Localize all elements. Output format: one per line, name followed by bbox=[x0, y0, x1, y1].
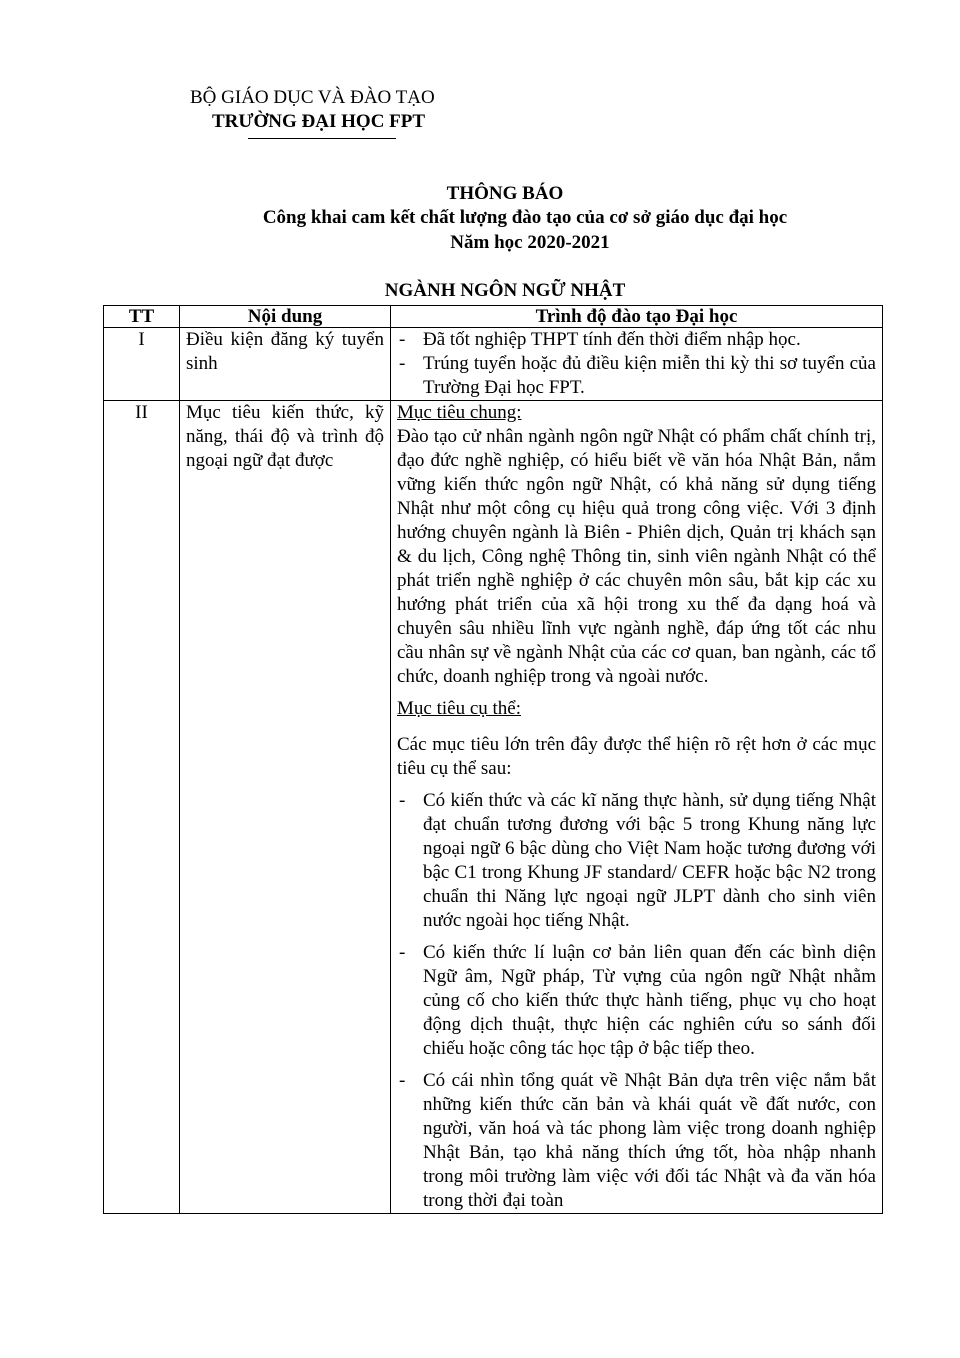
notice-title: THÔNG BÁO bbox=[446, 183, 564, 204]
list-item: - Đã tốt nghiệp THPT tính đến thời điểm nhập học. bbox=[397, 328, 876, 352]
list-item: - Có kiến thức và các kĩ năng thực hành, sử dụng tiếng Nhật đạt chuẩn tương đương với bậc 5 trong Khung năng lực ngoại ngữ 6 bậc dùng cho Việt Nam hoặc tương đương với bậc C1 trong Khung JF standard/ CEFR hoặc bậc N2 trong chuẩn thi Năng lực ngoại ngữ JLPT dành cho sinh viên nước ngoài học tiếng Nhật. bbox=[397, 789, 876, 933]
row-content: Điều kiện đăng ký tuyển sinh bbox=[180, 328, 391, 401]
header-content: Nội dung bbox=[180, 306, 391, 328]
notice-subtitle: Công khai cam kết chất lượng đào tạo của cơ sở giáo dục đại học bbox=[262, 207, 788, 228]
table-row bbox=[104, 328, 883, 401]
quality-commitment-table bbox=[103, 305, 883, 1214]
header-tt: TT bbox=[104, 306, 180, 328]
specific-goal-heading: Mục tiêu cụ thể: bbox=[397, 698, 521, 719]
major-title: NGÀNH NGÔN NGỮ NHẬT bbox=[384, 280, 626, 301]
list-item: - Có kiến thức lí luận cơ bản liên quan đến các bình diện Ngữ âm, Ngữ pháp, Từ vựng của ngôn ngữ Nhật nhằm củng cố cho kiến thức thực hành tiếng, phục vụ cho hoạt động dịch thuật, thực hiện các nghiên cứu so sánh đối chiếu hoặc công tác học tập ở bậc tiếp theo. bbox=[397, 941, 876, 1061]
table-header-row bbox=[104, 306, 883, 328]
row-content: Mục tiêu kiến thức, kỹ năng, thái độ và trình độ ngoại ngữ đạt được bbox=[180, 401, 391, 1214]
general-goal-heading: Mục tiêu chung: bbox=[397, 402, 522, 423]
list-item: - Có cái nhìn tổng quát về Nhật Bản dựa trên việc nắm bắt những kiến thức căn bản và khái quát về đất nước, con người, văn hoá và tác phong làm việc trong doanh nghiệp Nhật Bản, tạo khả năng thích ứng tốt, hòa nhập nhanh trong môi trường làm việc với đối tác Nhật và đa văn hóa trong thời đại toàn bbox=[397, 1069, 876, 1213]
header-level: Trình độ đào tạo Đại học bbox=[391, 306, 883, 328]
row-number: II bbox=[104, 401, 180, 1214]
list-item: - Trúng tuyển hoặc đủ điều kiện miễn thi kỳ thi sơ tuyển của Trường Đại học FPT. bbox=[397, 352, 876, 400]
row-details bbox=[391, 401, 883, 1214]
header-underline bbox=[248, 138, 396, 139]
table-row bbox=[104, 401, 883, 1214]
row-number: I bbox=[104, 328, 180, 401]
general-goal-text: Đào tạo cử nhân ngành ngôn ngữ Nhật có phẩm chất chính trị, đạo đức nghề nghiệp, có hiểu biết về văn hóa Nhật Bản, nắm vững kiến thức ngôn ngữ Nhật, có khả năng sử dụng tiếng Nhật như một công cụ hiệu quả trong công việc. Với 3 định hướng chuyên ngành là Biên - Phiên dịch, Quản trị khách sạn & du lịch, Công nghệ Thông tin, sinh viên ngành Nhật có thể phát triển nghề nghiệp ở các chuyên môn sâu, bắt kịp các xu hướng phát triển của xã hội trong xu thế đa dạng hoá và chuyên sâu nhiều lĩnh vực ngành nghề, đáp ứng tốt các nhu cầu nhân sự về ngành Nhật của các cơ quan, ban ngành, các tổ chức, doanh nghiệp trong và ngoài nước. bbox=[397, 426, 876, 687]
school-name: TRƯỜNG ĐẠI HỌC FPT bbox=[212, 111, 426, 132]
row-details bbox=[391, 328, 883, 401]
specific-goal-intro: Các mục tiêu lớn trên đây được thể hiện rõ rệt hơn ở các mục tiêu cụ thể sau: bbox=[397, 734, 876, 779]
ministry-name: BỘ GIÁO DỤC VÀ ĐÀO TẠO bbox=[190, 87, 435, 108]
document-header bbox=[190, 86, 470, 134]
academic-year: Năm học 2020-2021 bbox=[450, 232, 610, 253]
